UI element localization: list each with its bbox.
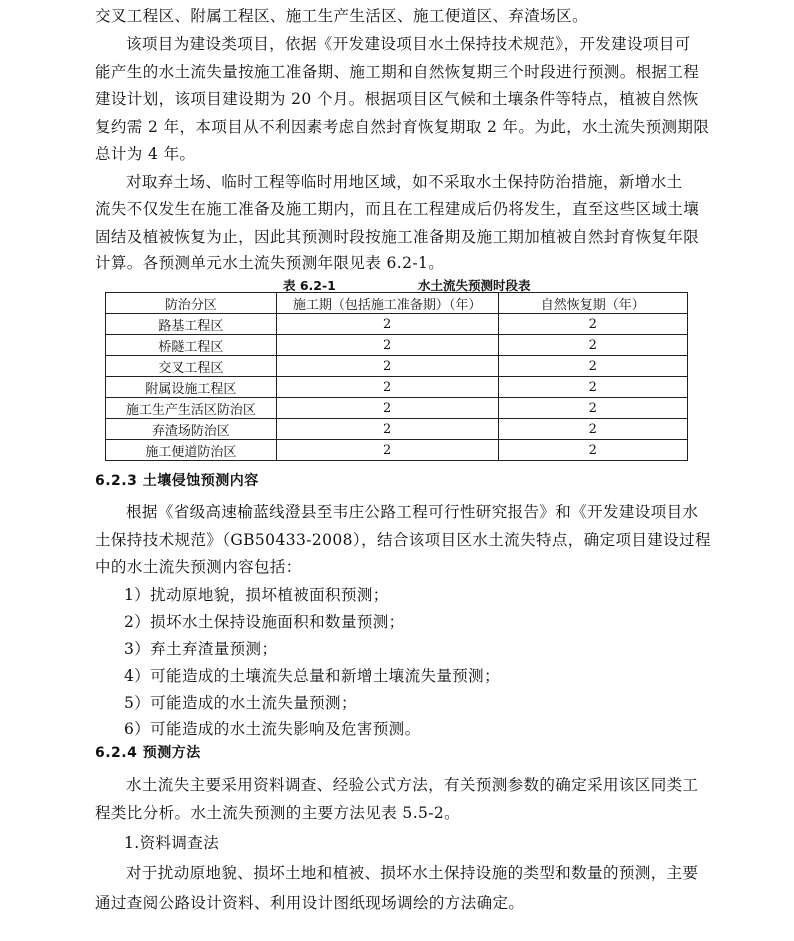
table-cell: 2 — [498, 356, 687, 377]
paragraph-line: 固结及植被恢复为止，因此其预测时段按施工准备期及施工期加植被自然封育恢复年限 — [95, 228, 700, 246]
table-cell: 施工生产生活区防治区 — [106, 398, 277, 419]
table-cell: 2 — [276, 314, 498, 335]
paragraph-line: 交叉工程区、附属工程区、施工生产生活区、施工便道区、弃渣场区。 — [95, 7, 588, 25]
list-item: 4）可能造成的土壤流失总量和新增土壤流失量预测； — [124, 667, 500, 685]
list-item: 5）可能造成的水土流失量预测； — [124, 694, 357, 712]
paragraph-line: 该项目为建设类项目，依据《开发建设项目水土保持技术规范》，开发建设项目可 — [126, 35, 691, 53]
prediction-period-table — [105, 292, 688, 461]
paragraph-line: 能产生的水土流失量按施工准备期、施工期和自然恢复期三个时段进行预测。根据工程 — [95, 63, 700, 81]
table-row — [106, 377, 688, 398]
section-heading: 6.2.4 预测方法 — [95, 745, 201, 761]
table-cell: 2 — [498, 419, 687, 440]
list-item: 1）扰动原地貌，损坏植被面积预测； — [124, 586, 389, 604]
table-row — [106, 419, 688, 440]
paragraph-line: 水土流失主要采用资料调查、经验公式方法，有关预测参数的确定采用该区同类工 — [126, 776, 699, 794]
table-cell: 施工便道防治区 — [106, 440, 277, 461]
paragraph-line: 流失不仅发生在施工准备及施工期内，而且在工程建成后仍将发生，直至这些区域土壤 — [95, 200, 700, 218]
table-row — [106, 314, 688, 335]
paragraph-line: 程类比分析。水土流失预测的主要方法见表 5.5-2。 — [95, 804, 461, 822]
table-row — [106, 356, 688, 377]
table-header-cell: 自然恢复期（年） — [498, 293, 687, 314]
paragraph-line: 对于扰动原地貌、损坏土地和植被、损坏水土保持设施的类型和数量的预测，主要 — [126, 864, 699, 882]
subsection-heading: 1.资料调查法 — [124, 834, 220, 852]
table-header-cell: 防治分区 — [106, 293, 277, 314]
list-item: 3）弃土弃渣量预测； — [124, 640, 278, 658]
table-row — [106, 335, 688, 356]
paragraph-line: 计算。各预测单元水土流失预测年限见表 6.2-1。 — [95, 254, 445, 272]
table-number: 表 6.2-1 — [283, 278, 336, 293]
table-cell: 2 — [276, 356, 498, 377]
table-cell: 2 — [498, 440, 687, 461]
paragraph-line: 土保持技术规范》（GB50433-2008），结合该项目区水土流失特点，确定项目建设过程 — [95, 531, 711, 549]
list-item: 2）损坏水土保持设施面积和数量预测； — [124, 613, 405, 631]
section-heading: 6.2.3 土壤侵蚀预测内容 — [95, 473, 259, 489]
table-cell: 2 — [276, 377, 498, 398]
table-row — [106, 440, 688, 461]
table-cell: 2 — [276, 398, 498, 419]
table-cell: 2 — [498, 377, 687, 398]
paragraph-line: 总计为 4 年。 — [95, 145, 196, 163]
paragraph-line: 中的水土流失预测内容包括： — [95, 558, 302, 576]
paragraph-line: 通过查阅公路设计资料、利用设计图纸现场调绘的方法确定。 — [95, 894, 525, 912]
table-row — [106, 398, 688, 419]
table-cell: 2 — [276, 419, 498, 440]
table-title: 水土流失预测时段表 — [418, 278, 531, 293]
table-cell: 桥隧工程区 — [106, 335, 277, 356]
list-item: 6）可能造成的水土流失影响及危害预测。 — [124, 720, 421, 738]
paragraph-line: 对取弃土场、临时工程等临时用地区域，如不采取水土保持防治措施，新增水土 — [126, 173, 683, 191]
table-cell: 路基工程区 — [106, 314, 277, 335]
paragraph-line: 复约需 2 年，本项目从不利因素考虑自然封育恢复期取 2 年。为此，水土流失预测期限 — [95, 118, 710, 136]
table-cell: 弃渣场防治区 — [106, 419, 277, 440]
table-cell: 2 — [498, 314, 687, 335]
table-cell: 2 — [276, 440, 498, 461]
paragraph-line: 建设计划，该项目建设期为 20 个月。根据项目区气候和土壤条件等特点，植被自然恢 — [95, 90, 699, 108]
table-header-row — [106, 293, 688, 314]
table-cell: 交叉工程区 — [106, 356, 277, 377]
paragraph-line: 根据《省级高速榆蓝线澄县至韦庄公路工程可行性研究报告》和《开发建设项目水 — [126, 503, 699, 521]
table-header-cell: 施工期（包括施工准备期）（年） — [276, 293, 498, 314]
table-cell: 2 — [276, 335, 498, 356]
table-cell: 2 — [498, 335, 687, 356]
table-cell: 附属设施工程区 — [106, 377, 277, 398]
table-cell: 2 — [498, 398, 687, 419]
